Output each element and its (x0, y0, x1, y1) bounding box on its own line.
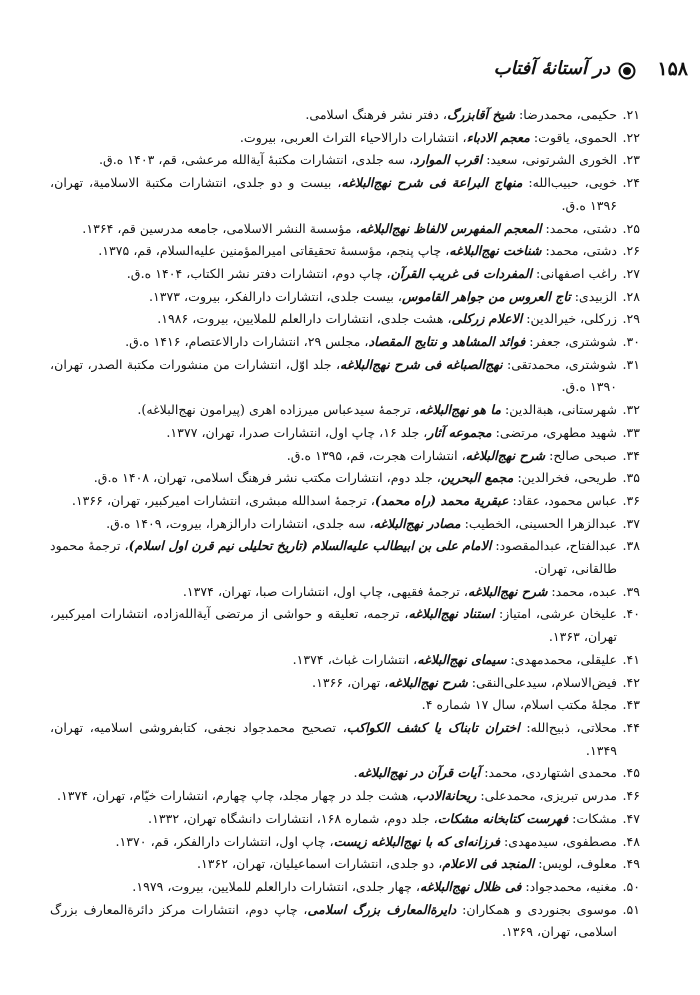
reference-details: ، هشت جلدی، انتشارات دارالعلم للملایین، بیروت، ۱۹۸۶. (157, 311, 452, 327)
reference-title: تاج العروس من جواهر القاموس (401, 288, 571, 304)
reference-item (50, 717, 640, 762)
reference-author: موسوی بجنوردی و همکاران: (456, 901, 617, 917)
reference-item (50, 603, 640, 648)
reference-item (50, 876, 640, 899)
reference-item (50, 422, 640, 445)
reference-details: ، تهران، ۱۳۶۶. (312, 674, 389, 690)
reference-author: دشتی، محمد: (541, 220, 617, 236)
reference-author: طریحی، فخرالدین: (513, 470, 617, 486)
reference-number: ۳۹. (622, 583, 640, 599)
reference-author: عبدالزهرا الحسینی، الخطیب: (460, 515, 617, 531)
reference-item (50, 490, 640, 513)
reference-details: ، ترجمهٔ فقیهی، چاپ اول، انتشارات صبا، تهران، ۱۳۷۴. (182, 583, 468, 599)
reference-title: شیخ آقابزرگ (446, 107, 515, 122)
reference-number: ۴۵. (622, 765, 640, 781)
reference-number: ۴۴. (622, 719, 640, 735)
reference-author: راغب اصفهانی: (532, 265, 617, 281)
reference-author: فیض‌الاسلام، سیدعلی‌النقی: (467, 674, 617, 690)
reference-details: ، مجلس ۲۹، انتشارات دارالاعتصام، ۱۴۱۶ ه.ق. (125, 334, 369, 350)
reference-title: مجموعه آثار (427, 424, 492, 440)
reference-author: مشکات: (568, 810, 617, 826)
reference-title: فی ظلال نهج‌البلاغه (419, 878, 522, 894)
reference-author: شهرستانی، هبة‌الدین: (500, 402, 617, 418)
reference-details: ، جلد ۱۶، چاپ اول، انتشارات صدرا، تهران، ۱۳۷۷. (166, 424, 428, 440)
reference-author: مصطفوی، سیدمهدی: (499, 833, 617, 849)
reference-title: معجم الادباء (466, 129, 530, 145)
reference-item (50, 649, 640, 672)
reference-title: عبقریة محمد (راه محمد) (374, 492, 509, 508)
reference-item (50, 581, 640, 604)
reference-title: آیات قرآن در نهج‌البلاغه (357, 765, 481, 781)
reference-number: ۵۱. (622, 901, 640, 917)
reference-number: ۲۳. (622, 152, 640, 168)
reference-item (50, 467, 640, 490)
reference-title: شرح نهج‌البلاغه (465, 447, 546, 463)
reference-number: ۳۵. (622, 470, 640, 486)
reference-author: الزبیدی: (570, 288, 617, 304)
reference-item (50, 286, 640, 309)
reference-author: شوشتری، محمدتقی: (502, 356, 617, 372)
reference-details: ، انتشارات هجرت، قم، ۱۳۹۵ ه.ق. (286, 447, 466, 463)
reference-title: المعجم المفهرس لالفاظ نهج‌البلاغه (359, 220, 542, 236)
reference-author: معلوف، لویس: (534, 856, 617, 872)
reference-number: ۳۴. (622, 447, 640, 463)
reference-item (50, 762, 640, 785)
reference-title: سیمای نهج‌البلاغه (417, 651, 507, 667)
reference-details: ، چاپ اول، انتشارات دارالفکر، قم، ۱۳۷۰. (115, 833, 334, 849)
reference-details: ، دو جلدی، انتشارات اسماعیلیان، تهران، ۱۳۶۲. (196, 856, 443, 872)
reference-title: المنجد فی الاعلام (442, 856, 535, 872)
reference-author: مدرس تبریزی، محمدعلی: (476, 788, 617, 804)
reference-number: ۴۰. (622, 606, 640, 622)
reference-details: ، جلد دوم، شماره ۱۶۸، انتشارات دانشگاه تهران، ۱۳۳۲. (148, 810, 438, 826)
reference-item (50, 831, 640, 854)
reference-author: صبحی صالح: (545, 447, 617, 463)
reference-author: محمدی اشتهاردی، محمد: (480, 765, 617, 781)
reference-details: ، چهار جلدی، انتشارات دارالعلم للملایین، بیروت، ۱۹۷۹. (132, 878, 420, 894)
reference-item (50, 263, 640, 286)
reference-details: ، ترجمهٔ محمود طالقانی، تهران. (49, 538, 617, 577)
reference-item (50, 104, 640, 127)
reference-details: ، انتشارات دارالاحیاء التراث العربی، بیروت. (239, 129, 467, 145)
reference-title: شرح نهج‌البلاغه (388, 674, 468, 690)
reference-title: اختران تابناک یا کشف الکواکب (346, 719, 520, 735)
reference-author: دشتی، محمد: (541, 243, 617, 259)
reference-number: ۳۸. (622, 538, 640, 554)
reference-item (50, 127, 640, 150)
reference-details: ، سه جلدی، انتشارات دارالزهرا، بیروت، ۱۴۰۹ ه.ق. (106, 515, 374, 531)
reference-author: محلاتی، ذبیح‌الله: (519, 719, 618, 735)
reference-title: استناد نهج‌البلاغه (408, 606, 495, 622)
book-title: در آستانهٔ آفتاب (493, 58, 610, 79)
reference-details: ، ترجمهٔ سیدعباس میرزاده اهری (پیرامون نهج‌البلاغه). (137, 402, 420, 418)
reference-item (50, 535, 640, 580)
reference-details: ، ترجمه، تعلیقه و حواشی از مرتضی آیة‌الله‌زاده، انتشارات امیرکبیر، تهران، ۱۳۶۳. (50, 606, 617, 645)
reference-item (50, 354, 640, 399)
reference-number: ۳۳. (622, 424, 640, 440)
reference-number: ۲۵. (622, 220, 640, 236)
page-header (478, 58, 688, 88)
reference-number: ۳۱. (622, 356, 640, 372)
reference-author: مجلهٔ مکتب اسلام، سال ۱۷ شماره ۴. (421, 697, 617, 713)
reference-author: زرکلی، خیرالدین: (522, 311, 617, 327)
reference-item (50, 172, 640, 217)
page-number: ۱۵۸ (657, 58, 688, 80)
reference-number: ۴۳. (622, 697, 640, 713)
reference-details: . (353, 765, 358, 781)
reference-number: ۲۶. (622, 243, 640, 259)
reference-number: ۳۲. (622, 402, 640, 418)
reference-number: ۲۹. (622, 311, 640, 327)
reference-title: شرح نهج‌البلاغه (467, 583, 548, 599)
reference-item (50, 218, 640, 241)
reference-details: ، بیست جلدی، انتشارات دارالفکر، بیروت، ۱۳۷۳. (148, 288, 402, 304)
reference-title: نهج‌الصباغه فی شرح نهج‌البلاغه (340, 356, 503, 372)
reference-item (50, 240, 640, 263)
reference-number: ۳۷. (622, 515, 640, 531)
reference-title: شناخت نهج‌البلاغه (449, 243, 542, 259)
reference-number: ۴۹. (622, 856, 640, 872)
reference-details: ، چاپ پنجم، مؤسسهٔ تحقیقاتی امیرالمؤمنین علیه‌السلام، قم، ۱۳۷۵. (98, 243, 450, 259)
reference-list (50, 104, 640, 944)
reference-author: الحموی، یاقوت: (529, 129, 617, 145)
reference-number: ۳۰. (622, 334, 640, 350)
reference-details: ، ترجمهٔ اسدالله مبشری، انتشارات امیرکبیر، تهران، ۱۳۶۶. (71, 492, 375, 508)
reference-author: علیخان عرشی، امتیاز: (494, 606, 617, 622)
reference-item (50, 513, 640, 536)
reference-title: ما هو نهج‌البلاغه (419, 402, 501, 418)
reference-title: الامام علی بن ابیطالب علیه‌السلام (تاریخ تحلیلی نیم قرن اول اسلام) (128, 538, 492, 554)
reference-item (50, 808, 640, 831)
reference-item (50, 672, 640, 695)
reference-details: ، بیست و دو جلدی، انتشارات مکتبة الاسلامیة، تهران، ۱۳۹۶ ه.ق. (50, 175, 617, 213)
reference-number: ۴۲. (622, 674, 640, 690)
reference-number: ۲۴. (622, 175, 640, 191)
reference-author: الخوری الشرتونی، سعید: (482, 152, 617, 168)
reference-item (50, 399, 640, 422)
reference-title: مصادر نهج‌البلاغه (373, 515, 461, 531)
reference-title: فهرست کتابخانه مشکات (437, 810, 569, 826)
reference-details: ، تصحیح محمدجواد نجفی، کتابفروشی اسلامیه، تهران، ۱۳۴۹. (50, 719, 617, 758)
reference-number: ۴۱. (622, 651, 640, 667)
reference-item (50, 785, 640, 808)
reference-author: خویی، حبیب‌الله: (522, 175, 617, 191)
reference-details: ، دفتر نشر فرهنگ اسلامی. (305, 107, 447, 122)
reference-details: ، هشت جلد در چهار مجلد، چاپ چهارم، انتشارات خیّام، تهران، ۱۳۷۴. (56, 788, 417, 804)
reference-title: دایرة‌المعارف بزرگ اسلامی (307, 901, 457, 917)
reference-title: ریحانة‌الادب (416, 788, 477, 804)
reference-item (50, 853, 640, 876)
reference-number: ۴۸. (622, 833, 640, 849)
reference-details: ، جلد اوّل، انتشارات من منشورات مکتبة الصدر، تهران، ۱۳۹۰ ه.ق. (50, 356, 617, 395)
reference-details: ، انتشارات غباث، ۱۳۷۴. (292, 651, 418, 667)
reference-author: عبده، محمد: (547, 583, 617, 599)
reference-author: شوشتری، جعفر: (525, 334, 617, 350)
reference-number: ۴۷. (622, 810, 640, 826)
reference-title: اقرب الموارد (413, 152, 483, 168)
reference-number: ۳۶. (622, 492, 640, 508)
ornament-circle-icon (618, 62, 636, 80)
reference-title: المفردات فی غریب القرآن (390, 265, 532, 281)
reference-item (50, 445, 640, 468)
reference-item (50, 149, 640, 172)
reference-author: حکیمی، محمدرضا: (514, 107, 617, 122)
reference-item (50, 899, 640, 944)
reference-title: الاعلام زرکلی (451, 311, 523, 327)
reference-number: ۵۰. (622, 878, 640, 894)
reference-title: فرزانه‌ای که با نهج‌البلاغه زیست (333, 833, 500, 849)
reference-details: ، چاپ دوم، انتشارات مرکز دائرة‌المعارف بزرگ اسلامی، تهران، ۱۳۶۹. (50, 901, 617, 940)
reference-title: منهاج البراعة فی شرح نهج‌البلاغه (341, 175, 523, 191)
reference-author: عبدالفتاح، عبدالمقصود: (491, 538, 617, 554)
reference-number: ۲۲. (622, 129, 640, 145)
reference-number: ۴۶. (622, 788, 640, 804)
reference-details: ، مؤسسة النشر الاسلامی، جامعه مدرسین قم، ۱۳۶۴. (82, 220, 360, 236)
reference-item (50, 308, 640, 331)
reference-title: فوائد المشاهد و نتایج المقصاد (368, 334, 526, 350)
reference-item (50, 694, 640, 717)
reference-item (50, 331, 640, 354)
reference-author: مغنیه، محمدجواد: (521, 878, 617, 894)
reference-author: عباس محمود، عقاد: (508, 492, 617, 508)
reference-details: ، سه جلدی، انتشارات مکتبهٔ آیة‌الله مرعشی، قم، ۱۴۰۳ ه.ق. (98, 152, 414, 168)
reference-title: مجمع البحرین (440, 470, 514, 486)
reference-author: شهید مطهری، مرتضی: (491, 424, 617, 440)
reference-number: ۲۱. (622, 107, 640, 122)
reference-number: ۲۷. (622, 265, 640, 281)
reference-details: ، جلد دوم، انتشارات مکتب نشر فرهنگ اسلامی، تهران، ۱۴۰۸ ه.ق. (93, 470, 441, 486)
reference-author: علیقلی، محمدمهدی: (506, 651, 617, 667)
reference-number: ۲۸. (622, 288, 640, 304)
reference-details: ، چاپ دوم، انتشارات دفتر نشر الکتاب، ۱۴۰۴ ه.ق. (126, 265, 391, 281)
